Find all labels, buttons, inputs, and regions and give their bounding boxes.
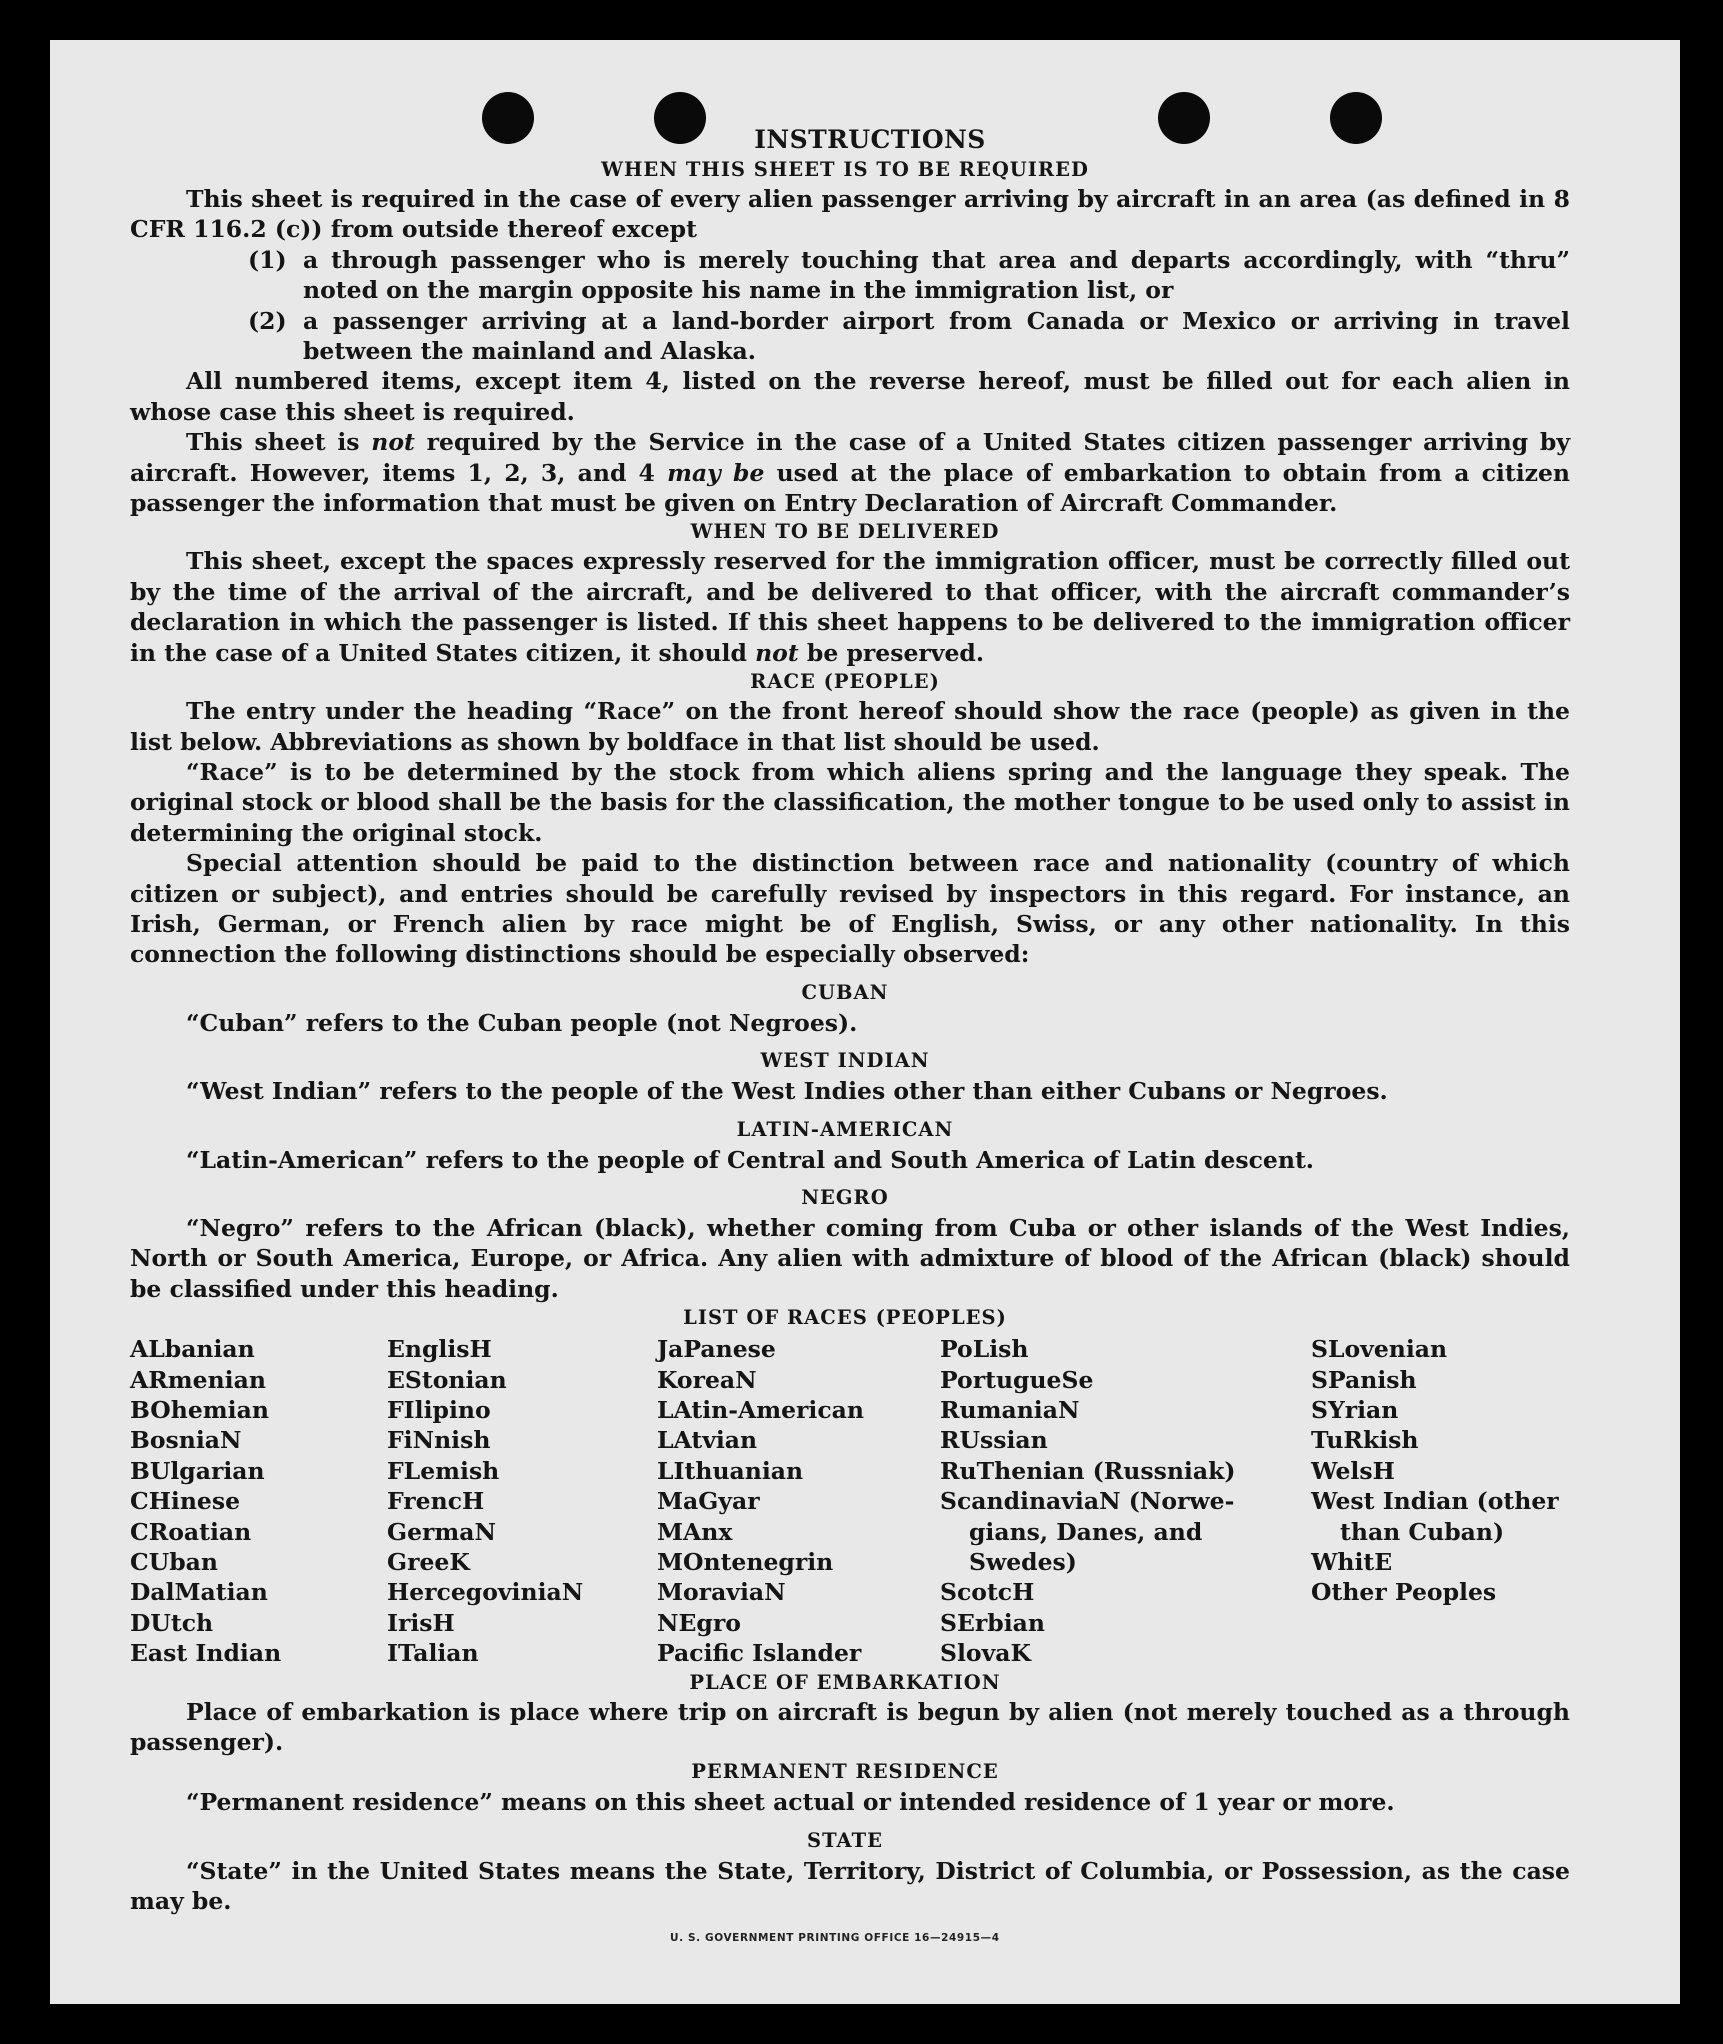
paragraph: The entry under the heading “Race” on the front hereof should show the race (people) as given in the list below. Abbreviations as shown by boldface in that list should be used. — [130, 697, 1570, 756]
race-entry: WhitE — [1311, 1548, 1393, 1577]
emphasis: not — [371, 428, 415, 457]
race-entry: West Indian (other — [1311, 1487, 1559, 1516]
text-run: This sheet is — [186, 428, 372, 457]
race-column — [940, 1334, 1311, 1668]
race-entry: GermaN — [387, 1517, 496, 1546]
race-entry: SErbian — [940, 1608, 1045, 1637]
race-entry: EnglisH — [387, 1335, 492, 1364]
race-entry: DUtch — [130, 1608, 214, 1637]
section-heading: WEST INDIAN — [760, 1049, 930, 1073]
race-entry: PoLish — [940, 1335, 1029, 1364]
race-entry: IrisH — [387, 1608, 455, 1637]
section-heading: LIST OF RACES (PEOPLES) — [683, 1306, 1007, 1330]
race-entry: ScandinaviaN (Norwe- — [940, 1487, 1235, 1516]
document-page — [50, 40, 1680, 2004]
section-heading: WHEN THIS SHEET IS TO BE REQUIRED — [601, 158, 1089, 181]
race-entry: WelsH — [1311, 1456, 1395, 1485]
race-entry: HercegoviniaN — [387, 1578, 584, 1607]
race-entry: Other Peoples — [1311, 1578, 1497, 1607]
race-entry: CUban — [130, 1548, 218, 1577]
race-list — [130, 1334, 1570, 1668]
race-entry: DalMatian — [130, 1578, 268, 1607]
race-column — [387, 1334, 657, 1668]
paragraph: “Negro” refers to the African (black), whether coming from Cuba or other islands of the West Indies, North or South America, Europe, or Africa. Any alien with admixture of blood of the African (black) should be classified under this heading. — [130, 1213, 1570, 1303]
race-entry: FIlipino — [387, 1396, 491, 1424]
section-heading: LATIN-AMERICAN — [736, 1117, 954, 1141]
numbered-item — [130, 245, 1570, 306]
paragraph: “Latin-American” refers to the people of Central and South America of Latin descent. — [186, 1145, 1314, 1174]
race-entry: MAnx — [657, 1517, 733, 1546]
race-entry: FiNnish — [387, 1426, 491, 1455]
race-entry: CHinese — [130, 1487, 241, 1516]
paragraph: “Permanent residence” means on this sheet actual or intended residence of 1 year or more. — [186, 1788, 1395, 1817]
race-entry: ARmenian — [130, 1365, 266, 1394]
race-entry: CRoatian — [130, 1517, 252, 1546]
section-heading: PERMANENT RESIDENCE — [691, 1760, 999, 1784]
text-run: be preserved. — [798, 638, 985, 667]
race-entry: RUssian — [940, 1426, 1048, 1455]
race-entry: NEgro — [657, 1608, 741, 1637]
race-entry: LAtin-American — [657, 1396, 864, 1424]
paragraph: “State” in the United States means the State, Territory, District of Columbia, or Possession, as the case may be. — [130, 1856, 1570, 1916]
race-entry: BosniaN — [130, 1426, 242, 1455]
race-entry: RumaniaN — [940, 1396, 1080, 1424]
race-entry: SYrian — [1311, 1396, 1399, 1424]
paragraph: “Cuban” refers to the Cuban people (not Negroes). — [186, 1008, 858, 1037]
text-run: This sheet, except the spaces expressly reserved for the immigration officer, must be correctly filled out by the time of the arrival of the aircraft, and be delivered to that officer, with the aircraft commander’s declaration in which the passenger is listed. If this sheet happens to be delivered to the immigration officer in the case of a United States citizen, it should — [130, 547, 1570, 667]
section-heading: CUBAN — [801, 980, 889, 1004]
instructions-body — [130, 124, 1570, 1917]
section-heading: STATE — [807, 1828, 883, 1852]
paragraph — [130, 427, 1570, 518]
item-text: a passenger arriving at a land-border airport from Canada or Mexico or arriving in travel between the mainland and Alaska. — [303, 306, 1570, 366]
race-entry: PortugueSe — [940, 1365, 1094, 1394]
race-entry: LAtvian — [657, 1426, 758, 1455]
race-entry: FrencH — [387, 1487, 485, 1516]
text-run: used at the place of embarkation to obtain from a citizen passenger the information that must be given on Entry Declaration of Aircraft Commander. — [130, 458, 1570, 518]
numbered-item — [130, 306, 1570, 367]
race-column — [657, 1334, 940, 1668]
race-entry: MaGyar — [657, 1487, 760, 1516]
race-entry: gians, Danes, and — [969, 1517, 1203, 1546]
race-entry: BUlgarian — [130, 1456, 265, 1485]
paragraph: “West Indian” refers to the people of the West Indies other than either Cubans or Negroes. — [186, 1077, 1388, 1106]
race-entry: East Indian — [130, 1639, 282, 1668]
section-heading: NEGRO — [801, 1185, 889, 1209]
race-column — [1311, 1334, 1570, 1668]
printing-office-imprint: U. S. GOVERNMENT PRINTING OFFICE 16—24915—4 — [670, 1932, 1000, 1944]
race-entry: than Cuban) — [1340, 1517, 1505, 1546]
item-number: (2) — [248, 306, 287, 335]
race-entry: Pacific Islander — [657, 1639, 862, 1668]
page-title: INSTRUCTIONS — [754, 125, 986, 154]
race-entry: LIthuanian — [657, 1456, 804, 1485]
paragraph: All numbered items, except item 4, listed on the reverse hereof, must be filled out for each alien in whose case this sheet is required. — [130, 367, 1570, 426]
race-entry: SLovenian — [1311, 1335, 1448, 1364]
emphasis: not — [755, 638, 799, 667]
race-entry: MOntenegrin — [657, 1548, 834, 1577]
race-entry: MoraviaN — [657, 1578, 786, 1607]
race-entry: SlovaK — [940, 1639, 1031, 1668]
paragraph: “Race” is to be determined by the stock from which aliens spring and the language they speak. The original stock or blood shall be the basis for the classification, the mother tongue to be used only to assist in determining the original stock. — [130, 757, 1570, 847]
paragraph: Place of embarkation is place where trip on aircraft is begun by alien (not merely touched as a through passenger). — [130, 1697, 1570, 1757]
race-entry: ScotcH — [940, 1578, 1035, 1607]
item-number: (1) — [248, 245, 287, 274]
race-column — [130, 1334, 387, 1668]
paragraph: Special attention should be paid to the distinction between race and nationality (country of which citizen or subject), and entries should be carefully revised by inspectors in this regard. For instance, an Irish, German, or French alien by race might be of English, Swiss, or any other nationality. In this connection the following distinctions should be especially observed: — [130, 849, 1570, 969]
race-entry: JaPanese — [657, 1335, 776, 1364]
section-heading: RACE (PEOPLE) — [750, 670, 940, 694]
race-entry: TuRkish — [1311, 1426, 1419, 1455]
race-entry: SPanish — [1311, 1365, 1417, 1394]
race-entry: GreeK — [387, 1548, 470, 1577]
paragraph: This sheet is required in the case of every alien passenger arriving by aircraft in an area (as defined in 8 CFR 116.2 (c)) from outside thereof except — [130, 185, 1570, 244]
section-heading: WHEN TO BE DELIVERED — [690, 520, 1000, 544]
race-entry: FLemish — [387, 1456, 500, 1485]
paragraph — [130, 546, 1570, 668]
item-text: a through passenger who is merely touching that area and departs accordingly, with “thru” noted on the margin opposite his name in the immigration list, or — [303, 245, 1570, 305]
race-entry: BOhemian — [130, 1396, 269, 1424]
race-entry: EStonian — [387, 1365, 507, 1394]
race-entry: ALbanian — [130, 1335, 255, 1364]
race-entry: Swedes) — [969, 1548, 1077, 1577]
text-run: required by the Service in the case of a United States citizen passenger arriving by aircraft. However, items 1, 2, 3, and 4 — [130, 428, 1570, 487]
race-entry: RuThenian (Russniak) — [940, 1456, 1236, 1485]
section-heading: PLACE OF EMBARKATION — [689, 1670, 1001, 1694]
race-entry: ITalian — [387, 1639, 479, 1668]
race-entry: KoreaN — [657, 1365, 757, 1394]
emphasis: may be — [667, 458, 765, 487]
